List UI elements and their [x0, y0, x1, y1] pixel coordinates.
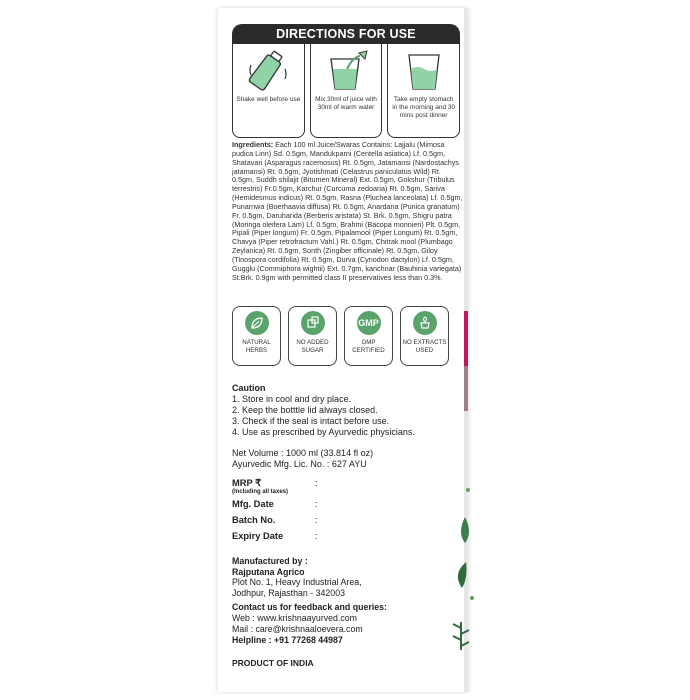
mfg-date-row [232, 499, 452, 515]
manufacturer-address-1: Plot No. 1, Heavy Industrial Area, [232, 577, 362, 587]
step-drink-text: Take empty stomach in the morning and 30 mins post dinner [392, 96, 456, 119]
directions-header: DIRECTIONS FOR USE [232, 24, 460, 44]
mfg-license: Ayurvedic Mfg. Lic. No. : 627 AYU [232, 458, 367, 469]
mfg-date-colon: : [315, 499, 318, 509]
no-extract-icon [413, 311, 437, 335]
badge-no-added-sugar-label: NO ADDED SUGAR [296, 339, 329, 354]
product-origin: PRODUCT OF INDIA [232, 658, 314, 668]
batch-fields [232, 478, 452, 547]
caution-title: Caution [232, 383, 266, 393]
mrp-note: (Including all taxes) [232, 489, 289, 495]
net-volume: Net Volume : 1000 ml (33.814 fl oz) [232, 448, 374, 458]
net-volume-block [232, 448, 373, 469]
green-dot [466, 488, 470, 492]
badge-no-extracts [400, 306, 449, 366]
batch-no-label: Batch No. [232, 515, 276, 525]
expiry-date-colon: : [315, 531, 318, 541]
glass-drink-icon [401, 47, 447, 93]
batch-no-row [232, 515, 452, 531]
badge-no-added-sugar [288, 306, 337, 366]
herb-leaf-icon [450, 618, 472, 652]
caution-item: 4. Use as prescribed by Ayurvedic physicians. [232, 427, 415, 437]
caution-block [232, 383, 415, 438]
herb-leaf-icon [455, 515, 475, 545]
contact-mail: Mail : care@krishnaaloevera.com [232, 624, 363, 634]
batch-no-colon: : [315, 515, 318, 525]
caution-item: 2. Keep the botttle lid always closed. [232, 405, 378, 415]
mfg-date-label: Mfg. Date [232, 499, 274, 509]
badge-natural-herbs [232, 306, 281, 366]
mrp-row [232, 478, 452, 499]
caution-item: 3. Check if the seal is intact before use. [232, 416, 390, 426]
badge-natural-herbs-label: NATURAL HERBS [242, 339, 271, 354]
ingredients-block [232, 141, 464, 283]
step-shake-text: Shake well before use [236, 96, 301, 103]
badge-no-extracts-label: NO EXTRACTS USED [402, 339, 447, 354]
caution-item: 1. Store in cool and dry place. [232, 394, 352, 404]
glass-mix-icon [323, 47, 369, 93]
leaf-icon [245, 311, 269, 335]
gmp-icon: GMP [357, 311, 381, 335]
step-mix-text: Mix 30ml of juice with 30ml of warm water [315, 96, 377, 111]
manufacturer-address-2: Jodhpur, Rajasthan - 342003 [232, 587, 345, 598]
ingredients-label: Ingredients: [232, 140, 274, 149]
ingredients-text: Each 100 ml Juice/Swaras Contains: Lajjalu (Mimosa pudica Linn) Sd. 0.5gm, Mandukparni (Centella asiatica) Lf. 0.5gm, Shatavari (Asparagus racemosus) Rt. 0.5gm, Jatamansi (Nardostachys jatamansi) Rt. 0.5gm, Jyotishmati (Celastrus paniculatus Wild) Rt. 0.5gm, Suddh shilajit (Bitumen Mineral) Ext. 0.5gm, Gokshur (Tribulus terrestris) Fr.0.5gm, Karchur (Curcuma zedoaria) Rt. 0.5gm, Sariva (Hemidesmus indicus) Rt. 0.5gm, Rasna (Pluchea lanceolata) Lf. 0.5gm, Punarnwa (Boerhaavia diffusa) Rt. 0.5gm, Anardana (Punica granatum) Fr. 0.5gm, Daruharida (Berberis aristata) St. Brk. 0.5gm, Shigru patra (Moringa oleifera Lam) Lf. 0.5gm, Brahmi (Bacopa monnieri) Plt. 0.5gm, Pipali (Piper longum) Fr. 0.5gm, Pipalamool (Piper Longum) Rt. 0.5gm, Chavya (Piper retrofractum Vahl.) Rt. 0.5gm, Chitrak mool (Plumbago Zeylanica) Rt. 0.5gm, Sonth (Zingiber officinale) Rt. 0.5gm, Giloy (Tinospora cordifolia) Rt. 0.5gm, Durva (Cynodon dactylon) Lf. 0.5gm, Gugglu (Commiphora wightii) Ext. 0.7gm, kanchnar (Bauhinia variegata) St.Brk. 0.9gm with permitted class II preservatives less than 0.3%. [232, 140, 463, 282]
green-dot [470, 596, 474, 600]
contact-title: Contact us for feedback and queries: [232, 602, 387, 612]
manufacturer-title: Manufactured by : [232, 556, 308, 566]
mauve-band [464, 366, 468, 411]
badge-gmp-certified [344, 306, 393, 366]
badge-gmp-certified-label: GMP CERTIFIED [352, 339, 385, 354]
contact-helpline: Helpline : +91 77268 44987 [232, 635, 343, 645]
step-drink [387, 44, 460, 138]
expiry-date-label: Expiry Date [232, 531, 284, 541]
herb-leaf-icon [452, 560, 472, 590]
directions-steps [232, 44, 460, 138]
sugar-cube-icon [301, 311, 325, 335]
mrp-label: MRP ₹ [232, 478, 261, 488]
step-mix [310, 44, 383, 138]
bottle-shake-icon [246, 47, 290, 93]
mrp-colon: : [315, 478, 318, 488]
step-shake [232, 44, 305, 138]
contact-web: Web : www.krishnaayurved.com [232, 613, 357, 623]
contact-block [232, 602, 387, 646]
expiry-date-row [232, 531, 452, 547]
manufacturer-name: Rajputana Agrico [232, 566, 305, 577]
manufacturer-block [232, 556, 362, 598]
feature-badges [232, 306, 460, 366]
pink-band [464, 311, 468, 366]
